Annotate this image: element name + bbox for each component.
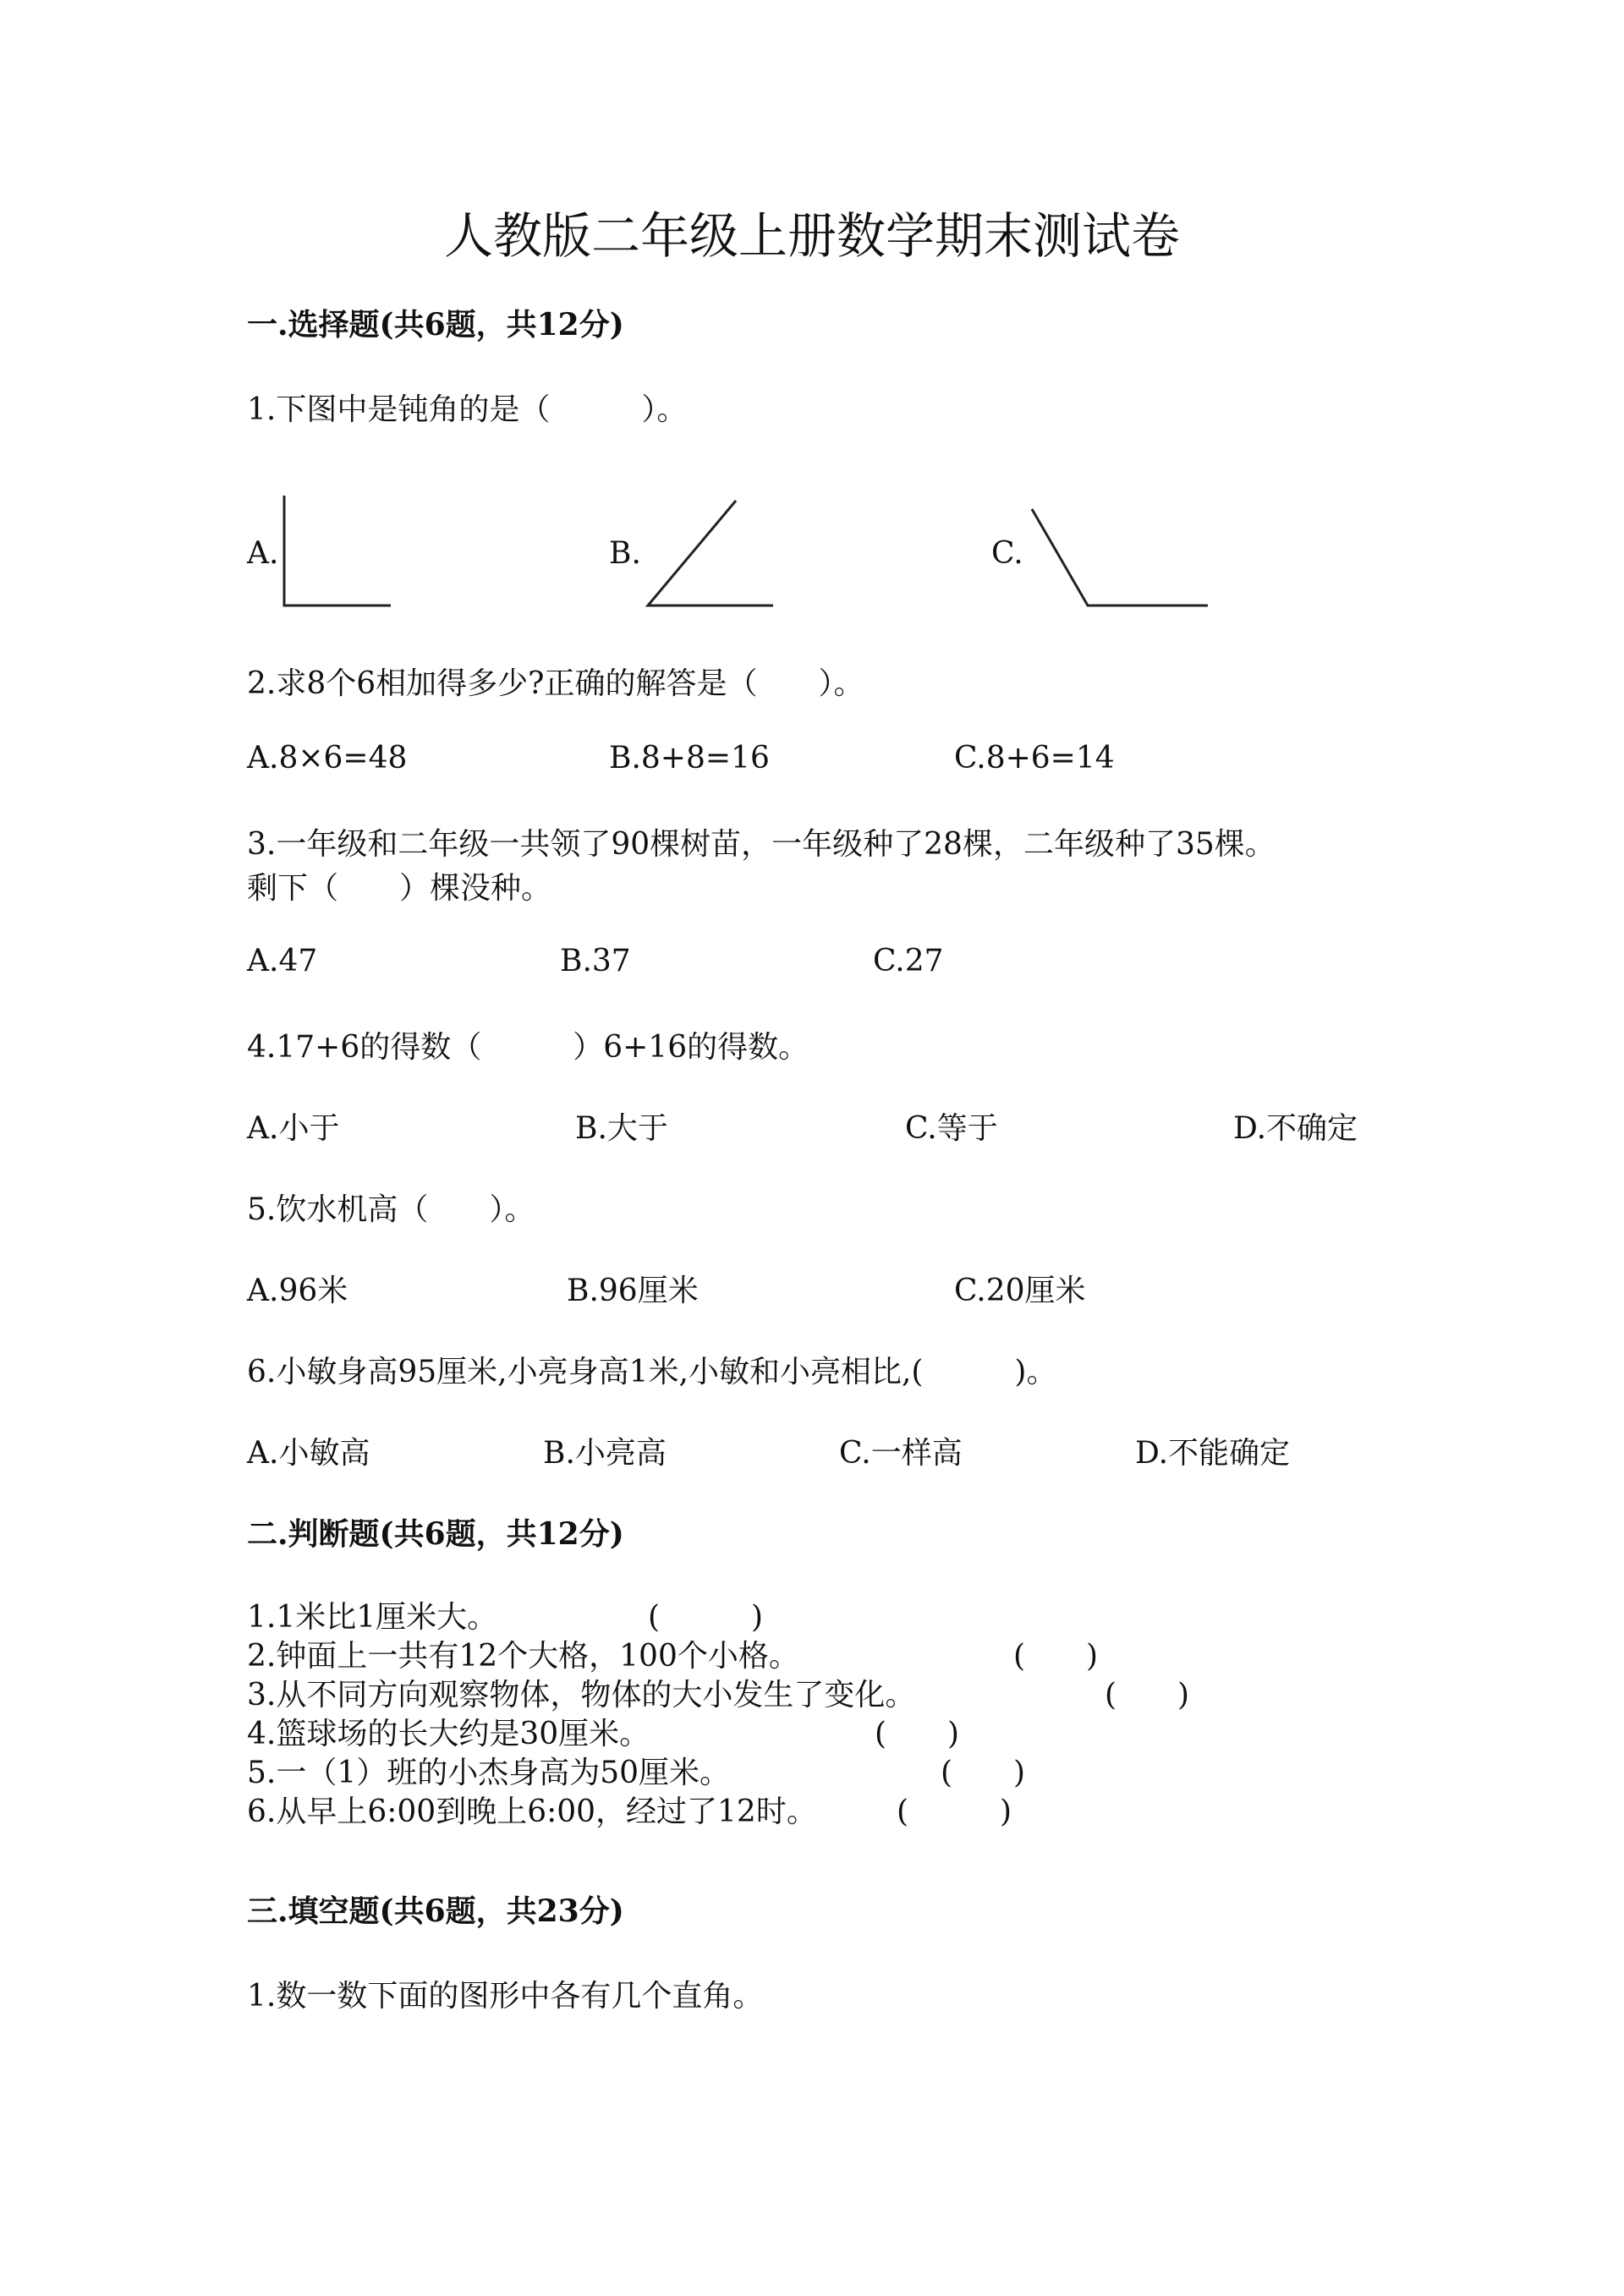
option-a: A.8×6=48	[247, 741, 408, 775]
option-a: A.47	[247, 944, 318, 978]
answer-bracket: ( )	[941, 1756, 1026, 1790]
option-a: A.96米	[247, 1274, 348, 1308]
judgment-item-2: 2.钟面上一共有12个大格，100个小格。	[247, 1639, 799, 1674]
answer-bracket: ( )	[875, 1717, 960, 1751]
answer-bracket: ( )	[1013, 1639, 1099, 1674]
option-d: D.不能确定	[1135, 1436, 1291, 1471]
question-1: 1.下图中是钝角的是（ ）。	[247, 392, 688, 427]
fill-question-1: 1.数一数下面的图形中各有几个直角。	[247, 1979, 764, 2014]
judgment-item-5: 5.一（1）班的小杰身高为50厘米。	[247, 1756, 731, 1790]
question-6: 6.小敏身高95厘米,小亮身高1米,小敏和小亮相比,( )。	[247, 1355, 1057, 1389]
option-c: C.等于	[905, 1111, 998, 1146]
question-3-line-2: 剩下（ ）棵没种。	[247, 871, 552, 906]
judgment-item-1: 1.1米比1厘米大。	[247, 1600, 498, 1635]
option-c: C.一样高	[839, 1436, 963, 1471]
page-title: 人教版二年级上册数学期末测试卷	[443, 207, 1180, 265]
option-b: B.96厘米	[567, 1274, 699, 1308]
option-c: C.27	[873, 944, 944, 978]
option-c: C.8+6=14	[954, 741, 1115, 775]
option-c: C.20厘米	[954, 1274, 1086, 1308]
option-b: B.37	[560, 944, 631, 978]
judgment-item-6: 6.从早上6:00到晚上6:00，经过了12时。	[247, 1795, 817, 1829]
question-5: 5.饮水机高（ ）。	[247, 1192, 535, 1227]
option-b: B.8+8=16	[609, 741, 770, 775]
judgment-item-4: 4.篮球场的长大约是30厘米。	[247, 1717, 650, 1751]
section-heading-fill: 三.填空题(共6题，共23分)	[247, 1893, 624, 1929]
question-3-line-1: 3.一年级和二年级一共领了90棵树苗，一年级种了28棵，二年级种了35棵。	[247, 827, 1276, 862]
section-heading-choice: 一.选择题(共6题，共12分)	[247, 307, 624, 342]
option-b: B.小亮高	[543, 1436, 667, 1471]
option-a: A.小于	[247, 1111, 340, 1146]
question-4: 4.17+6的得数（ ）6+16的得数。	[247, 1030, 809, 1065]
option-c: C.	[991, 536, 1023, 571]
judgment-item-3: 3.从不同方向观察物体，物体的大小发生了变化。	[247, 1678, 916, 1712]
answer-bracket: ( )	[897, 1795, 1012, 1829]
obtuse-angle-figure	[1027, 504, 1213, 611]
acute-angle-figure	[643, 497, 778, 611]
option-a: A.	[247, 536, 279, 571]
question-2: 2.求8个6相加得多少?正确的解答是（ ）。	[247, 666, 864, 701]
section-heading-judgment: 二.判断题(共6题，共12分)	[247, 1516, 624, 1552]
answer-bracket: ( )	[648, 1600, 764, 1635]
right-angle-figure	[279, 492, 398, 611]
option-b: B.大于	[575, 1111, 668, 1146]
answer-bracket: ( )	[1105, 1678, 1190, 1712]
option-d: D.不确定	[1233, 1111, 1358, 1146]
option-a: A.小敏高	[247, 1436, 370, 1471]
option-b: B.	[609, 536, 641, 571]
